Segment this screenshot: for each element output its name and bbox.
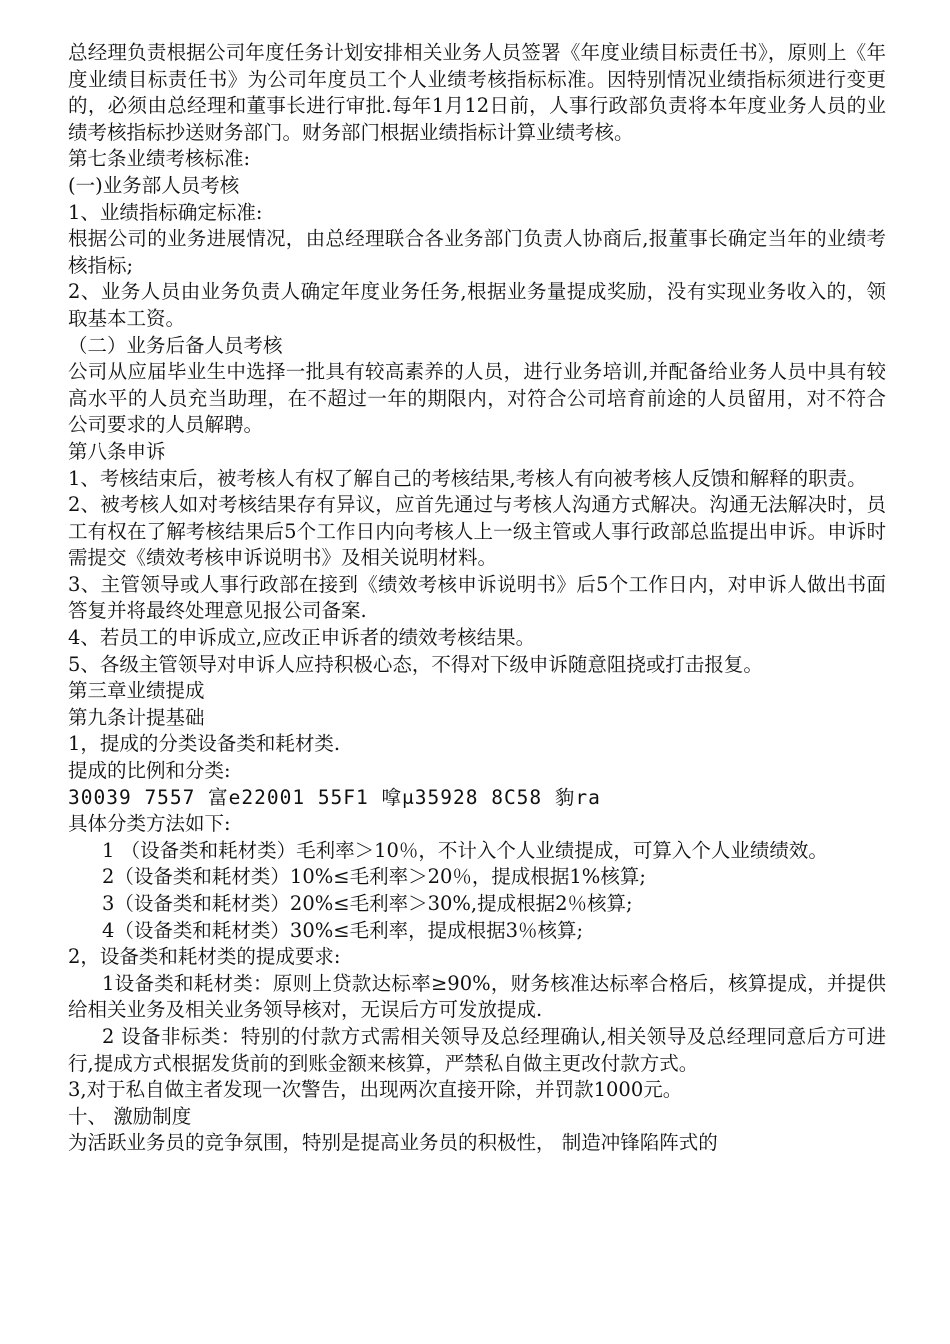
rule-margin-2: 2（设备类和耗材类）10%≤毛利率＞20％，提成根据1%核算; xyxy=(102,865,646,889)
paragraph-reserve-staff: 公司从应届毕业生中选择一批具有较高素养的人员，进行业务培训,并配备给业务人员中具有较高水平的人员充当助理，在不超过一年的期限内，对符合公司培育前途的人员留用，对不符合公司要求的人员解聘。 xyxy=(68,360,886,437)
item-appeal-3: 3、主管领导或人事行政部在接到《绩效考核申诉说明书》后5个工作日内，对申诉人做出书面答复并将最终处理意见报公司备案. xyxy=(68,572,886,623)
heading-article-8: 第八条申诉 xyxy=(68,439,166,463)
requirement-2: 2 设备非标类：特别的付款方式需相关领导及总经理确认,相关领导及总经理同意后方可进行,提成方式根据发货前的到账金额来核算，严禁私自做主更改付款方式。 xyxy=(68,1024,886,1075)
rule-margin-4: 4（设备类和耗材类）30%≤毛利率，提成根据3％核算; xyxy=(102,918,584,942)
heading-incentive: 十、 激励制度 xyxy=(68,1104,192,1128)
subheading-reserve-staff: （二）业务后备人员考核 xyxy=(68,333,283,357)
paragraph-responsibility: 总经理负责根据公司年度任务计划安排相关业务人员签署《年度业绩目标责任书》，原则上《年度业绩目标责任书》为公司年度员工个人业绩考核指标标准。因特别情况业绩指标须进行变更的，必须由总经理和董事长进行审批.每年1月12日前，人事行政部负责将本年度业务人员的业绩考核指标抄送财务部门。财务部门根据业绩指标计算业绩考核。 xyxy=(68,41,886,144)
document-page xyxy=(68,40,886,1157)
item-appeal-1: 1、考核结束后，被考核人有权了解自己的考核结果,考核人有向被考核人反馈和解释的职责。 xyxy=(68,466,867,490)
paragraph-incentive: 为活跃业务员的竞争氛围，特别是提高业务员的积极性， 制造冲锋陷阵式的 xyxy=(68,1131,718,1155)
item-appeal-4: 4、若员工的申诉成立,应改正申诉者的绩效考核结果。 xyxy=(68,626,536,650)
item-penalty: 3,对于私自做主者发现一次警告，出现两次直接开除，并罚款1000元。 xyxy=(68,1078,683,1102)
rule-margin-1: 1 （设备类和耗材类）毛利率＞10％，不计入个人业绩提成，可算入个人业绩绩效。 xyxy=(102,838,828,862)
item-indicator-standard: 1、业绩指标确定标准: xyxy=(68,200,263,224)
paragraph-indicator-standard: 根据公司的业务进展情况，由总经理联合各业务部门负责人协商后,报董事长确定当年的业绩考核指标; xyxy=(68,227,886,277)
item-commission-classes: 1，提成的分类设备类和耗材类. xyxy=(68,732,341,756)
item-appeal-5: 5、各级主管领导对申诉人应持积极心态，不得对下级申诉随意阻挠或打击报复。 xyxy=(68,652,763,676)
line-classification-method: 具体分类方法如下: xyxy=(68,812,231,836)
heading-chapter-3: 第三章业绩提成 xyxy=(68,679,205,703)
line-commission-ratio: 提成的比例和分类: xyxy=(68,759,231,783)
item-commission-requirements: 2，设备类和耗材类的提成要求: xyxy=(68,945,341,969)
item-business-task: 2、业务人员由业务负责人确定年度业务任务,根据业务量提成奖励，没有实现业务收入的，领取基本工资。 xyxy=(68,280,886,330)
rule-margin-3: 3（设备类和耗材类）20%≤毛利率＞30%,提成根据2％核算; xyxy=(102,892,633,915)
heading-article-7: 第七条业绩考核标准: xyxy=(68,147,251,171)
heading-article-9: 第九条计提基础 xyxy=(68,705,205,729)
item-appeal-2: 2、被考核人如对考核结果存有异议，应首先通过与考核人沟通方式解决。沟通无法解决时，员工有权在了解考核结果后5个工作日内向考核人上一级主管或人事行政部总监提出申诉。申诉时需提交《绩效考核申诉说明书》及相关说明材料。 xyxy=(68,493,886,570)
requirement-1: 1设备类和耗材类：原则上贷款达标率≥90%，财务核准达标率合格后，核算提成，并提供给相关业务及相关业务领导核对，无误后方可发放提成. xyxy=(68,971,886,1022)
line-garbled-codes: 30039 7557 富e22001 55F1 嗱μ35928 8C58 豿ra xyxy=(68,785,601,809)
subheading-business-staff: (一)业务部人员考核 xyxy=(68,173,240,197)
